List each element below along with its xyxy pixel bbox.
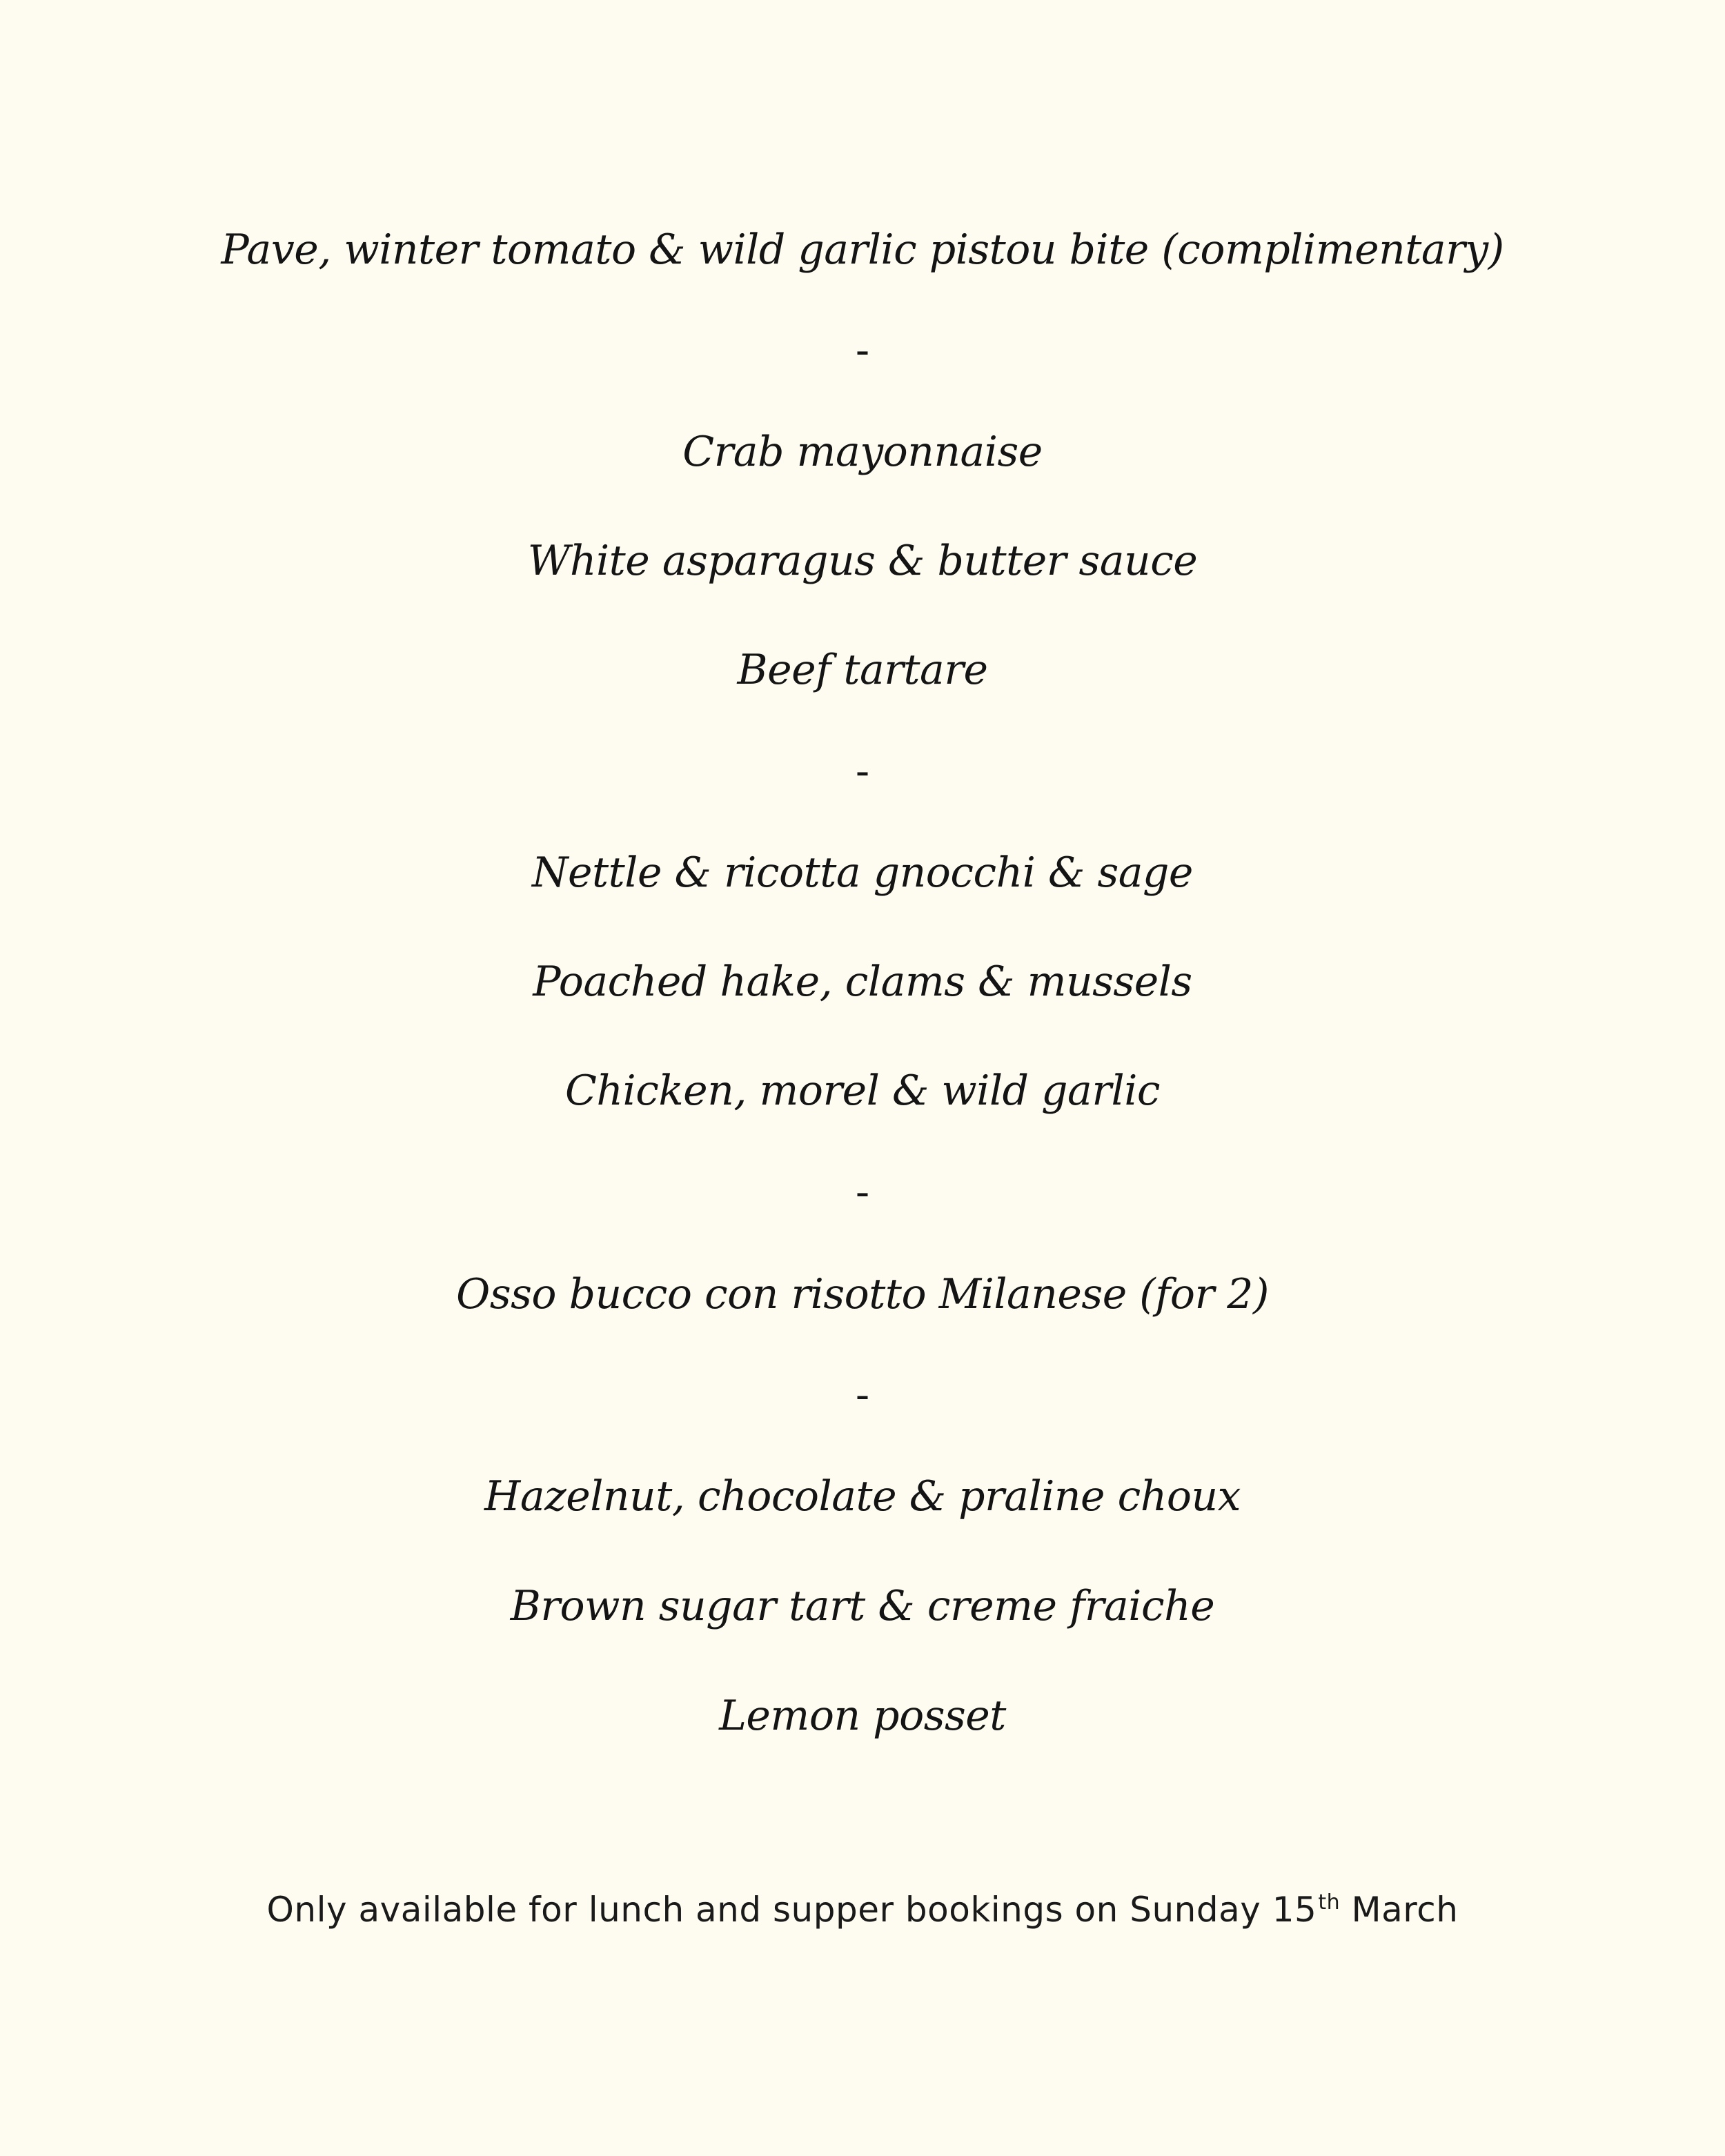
date-ordinal-suffix: th	[1318, 1890, 1341, 1915]
course-separator: -	[855, 326, 870, 375]
dessert-item: Lemon posset	[719, 1692, 1006, 1740]
starter-item: White asparagus & butter sauce	[527, 537, 1198, 585]
main-item: Nettle & ricotta gnocchi & sage	[532, 849, 1193, 897]
dessert-item: Brown sugar tart & creme fraiche	[510, 1582, 1215, 1630]
availability-note	[0, 1882, 1725, 1937]
availability-text: Only available for lunch and supper bookings on Sunday 15	[266, 1890, 1317, 1930]
course-separator: -	[855, 1371, 870, 1419]
course-separator: -	[855, 747, 870, 795]
starter-item: Beef tartare	[737, 646, 988, 694]
sharing-item: Osso bucco con risotto Milanese (for 2)	[456, 1270, 1269, 1318]
availability-month: March	[1340, 1890, 1459, 1930]
course-separator: -	[855, 1168, 870, 1216]
dessert-item: Hazelnut, chocolate & praline choux	[484, 1472, 1241, 1521]
starter-item: Crab mayonnaise	[682, 428, 1043, 476]
snack-item: Pave, winter tomato & wild garlic pistou bite (complimentary)	[221, 226, 1504, 274]
main-item: Chicken, morel & wild garlic	[564, 1067, 1160, 1115]
main-item: Poached hake, clams & mussels	[533, 958, 1192, 1006]
